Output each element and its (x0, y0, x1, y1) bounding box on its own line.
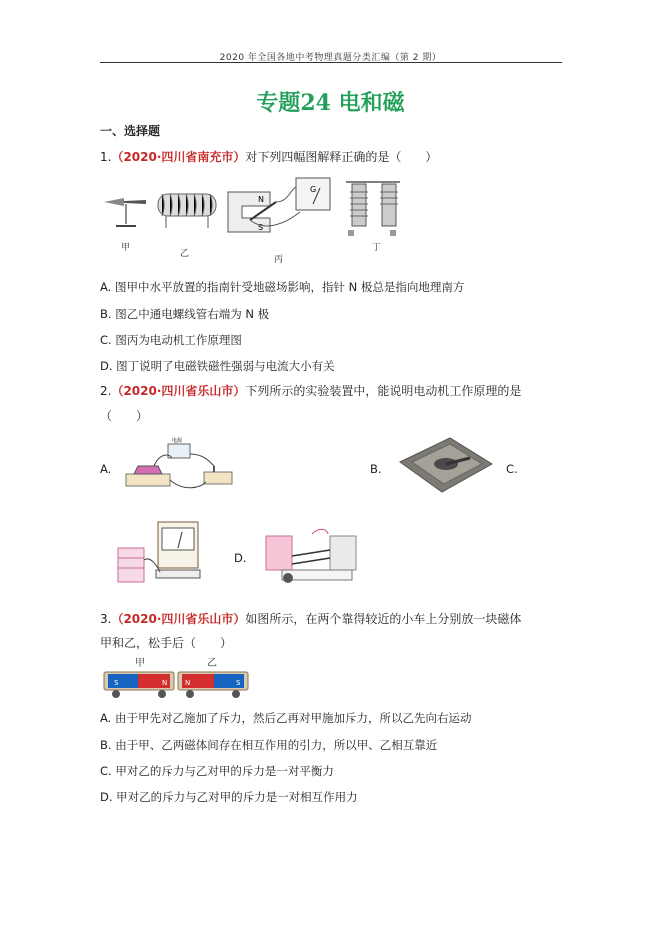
q2-figure-c (112, 516, 202, 588)
label-g: G (310, 185, 317, 194)
question-3 (100, 610, 521, 627)
letter-3: N (185, 679, 191, 687)
caption-jia: 甲 (121, 243, 131, 253)
question-number: 3. (100, 612, 112, 626)
compass-figure (104, 198, 146, 226)
q3-option-b: B. 由于甲、乙两磁体间存在相互作用的引力，所以甲、乙相互靠近 (100, 738, 438, 752)
header-divider (100, 62, 562, 63)
question-2 (100, 382, 521, 399)
letter-2: N (162, 679, 168, 687)
page-header: 2020 年全国各地中考物理真题分类汇编（第 2 期） (219, 53, 442, 63)
label-n: N (258, 195, 264, 204)
question-stem: 对下列四幅图解释正确的是（ ） (245, 150, 438, 164)
question-number: 1. (100, 150, 112, 164)
caption-bing: 丙 (274, 255, 284, 265)
question-3-stem-cont: 甲和乙，松手后（ ） (100, 636, 233, 650)
q1-option-b: B. 图乙中通电螺线管右端为 N 极 (100, 307, 270, 321)
letter-1: S (114, 679, 119, 687)
electromagnet-figure (346, 182, 400, 236)
q2-label-b: B. (370, 462, 382, 476)
q3-figure (104, 666, 250, 700)
q2-figure-b (398, 436, 494, 496)
q1-option-d: D. 图丁说明了电磁铁磁性强弱与电流大小有关 (100, 359, 335, 373)
caption-yi: 乙 (180, 249, 190, 259)
question-stem: 如图所示，在两个靠得较近的小车上分别放一块磁体 (245, 612, 522, 626)
generator-figure (228, 178, 330, 232)
question-1 (100, 148, 437, 165)
q2-label-c: C. (506, 462, 518, 476)
question-stem: 下列所示的实验装置中，能说明电动机工作原理的是 (245, 384, 522, 398)
magnet-jia-s (108, 674, 138, 688)
page-title: 专题24 电和磁 (256, 90, 405, 116)
question-source: （2020·四川省乐山市） (111, 612, 246, 626)
q3-option-c: C. 甲对乙的斥力与乙对甲的斥力是一对平衡力 (100, 764, 334, 778)
caption-ding: 丁 (372, 243, 382, 253)
label-s: S (258, 223, 264, 232)
question-number: 2. (100, 384, 112, 398)
q2-label-a: A. (100, 462, 112, 476)
solenoid-figure (158, 194, 216, 228)
q3-label-jia: 甲 (135, 658, 145, 669)
q2-figure-d (262, 528, 362, 586)
q1-option-a: A. 图甲中水平放置的指南针受地磁场影响，指针 N 极总是指向地理南方 (100, 280, 465, 294)
question-source: （2020·四川省南充市） (111, 150, 246, 164)
question-2-stem-cont: （ ） (100, 409, 149, 423)
q3-option-d: D. 甲对乙的斥力与乙对甲的斥力是一对相互作用力 (100, 790, 358, 804)
label-power: 电源 (172, 438, 183, 444)
q2-label-d: D. (234, 551, 247, 565)
q2-figure-a (124, 436, 236, 492)
section-heading: 一、选择题 (100, 124, 161, 138)
letter-4: S (236, 679, 241, 687)
q1-option-c: C. 图丙为电动机工作原理图 (100, 333, 242, 347)
question-source: （2020·四川省乐山市） (111, 384, 246, 398)
q3-label-yi: 乙 (207, 658, 217, 669)
q3-option-a: A. 由于甲先对乙施加了斥力，然后乙再对甲施加斥力，所以乙先向右运动 (100, 711, 472, 725)
